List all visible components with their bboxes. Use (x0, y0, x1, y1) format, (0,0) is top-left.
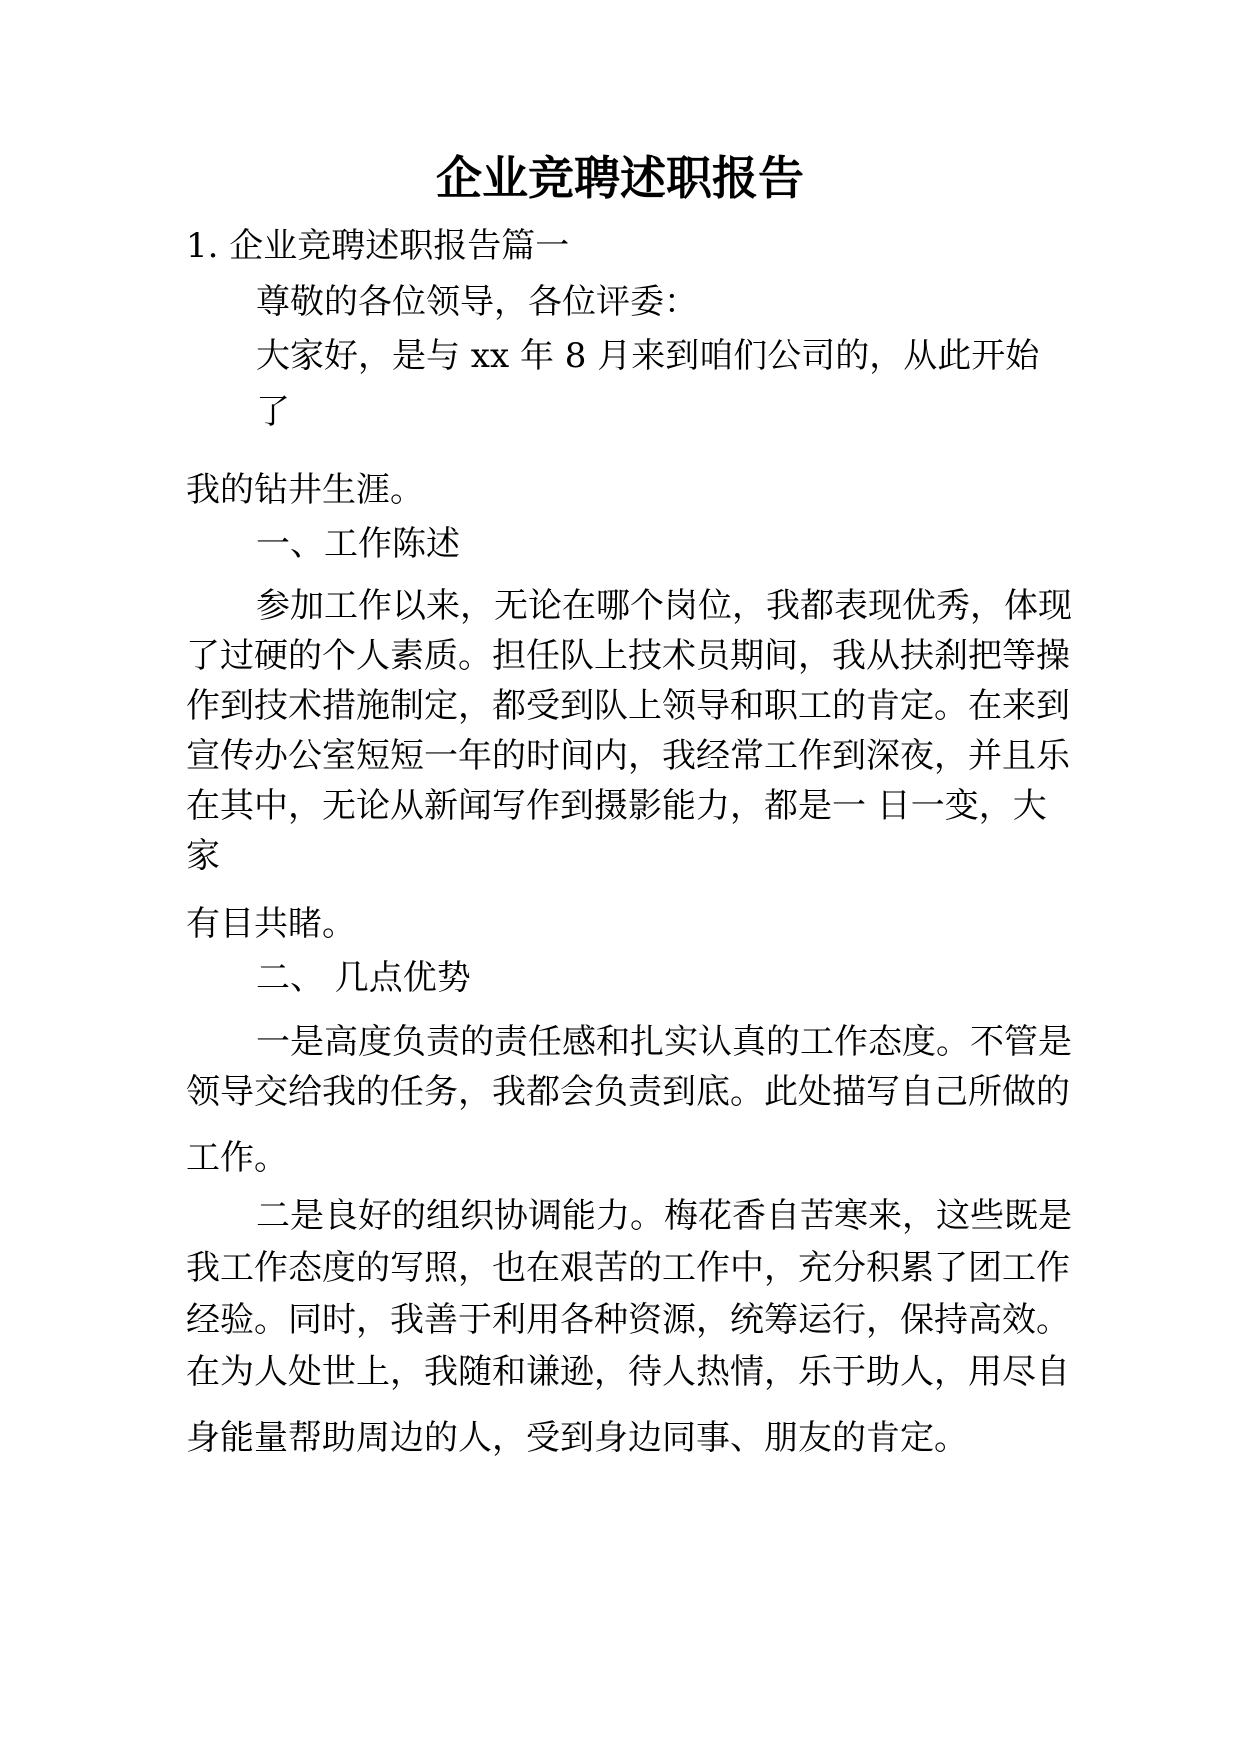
greeting-line: 尊敬的各位领导，各位评委： (256, 282, 698, 322)
part2-point1-line: 领导交给我的任务，我都会负责到底。此处描写自己所做的 (186, 1072, 1070, 1112)
part1-paragraph-line: 了过硬的个人素质。担任队上技术员期间，我从扶刹把等操 (186, 636, 1070, 676)
part2-point2-line: 经验。同时，我善于利用各种资源，统筹运行，保持高效。 (186, 1300, 1070, 1340)
part1-paragraph-line: 家 (186, 836, 220, 876)
intro-line-2: 了 (256, 392, 290, 432)
part2-point2-line: 在为人处世上，我随和谦逊，待人热情，乐于助人，用尽自 (186, 1352, 1070, 1392)
part1-paragraph-line: 在其中，无论从新闻写作到摄影能力，都是一 日一变，大 (186, 786, 1047, 826)
part2-point2-line: 我工作态度的写照，也在艰苦的工作中，充分积累了团工作 (186, 1248, 1070, 1288)
part1-paragraph-line: 作到技术措施制定，都受到队上领导和职工的肯定。在来到 (186, 686, 1070, 726)
part2-point2-line: 身能量帮助周边的人，受到身边同事、朋友的肯定。 (186, 1418, 968, 1458)
part2-point2-line: 二是良好的组织协调能力。梅花香自苦寒来，这些既是 (256, 1196, 1072, 1236)
part1-paragraph-line: 参加工作以来，无论在哪个岗位，我都表现优秀，体现 (256, 586, 1072, 626)
part2-point1-line: 工作。 (186, 1138, 288, 1178)
intro-line-3: 我的钻井生涯。 (186, 470, 424, 510)
part1-heading: 一、工作陈述 (256, 524, 460, 564)
document-title: 企业竞聘述职报告 (436, 151, 804, 205)
part2-heading: 二、 几点优势 (256, 958, 471, 998)
part1-paragraph-line: 宣传办公室短短一年的时间内，我经常工作到深夜，并且乐 (186, 736, 1070, 776)
section-heading: 1. 企业竞聘述职报告篇一 (186, 226, 570, 266)
intro-line-1: 大家好，是与 xx 年 8 月来到咱们公司的，从此开始 (256, 336, 1040, 376)
part2-point1-line: 一是高度负责的责任感和扎实认真的工作态度。不管是 (256, 1022, 1072, 1062)
part1-paragraph-line: 有目共睹。 (186, 904, 356, 944)
